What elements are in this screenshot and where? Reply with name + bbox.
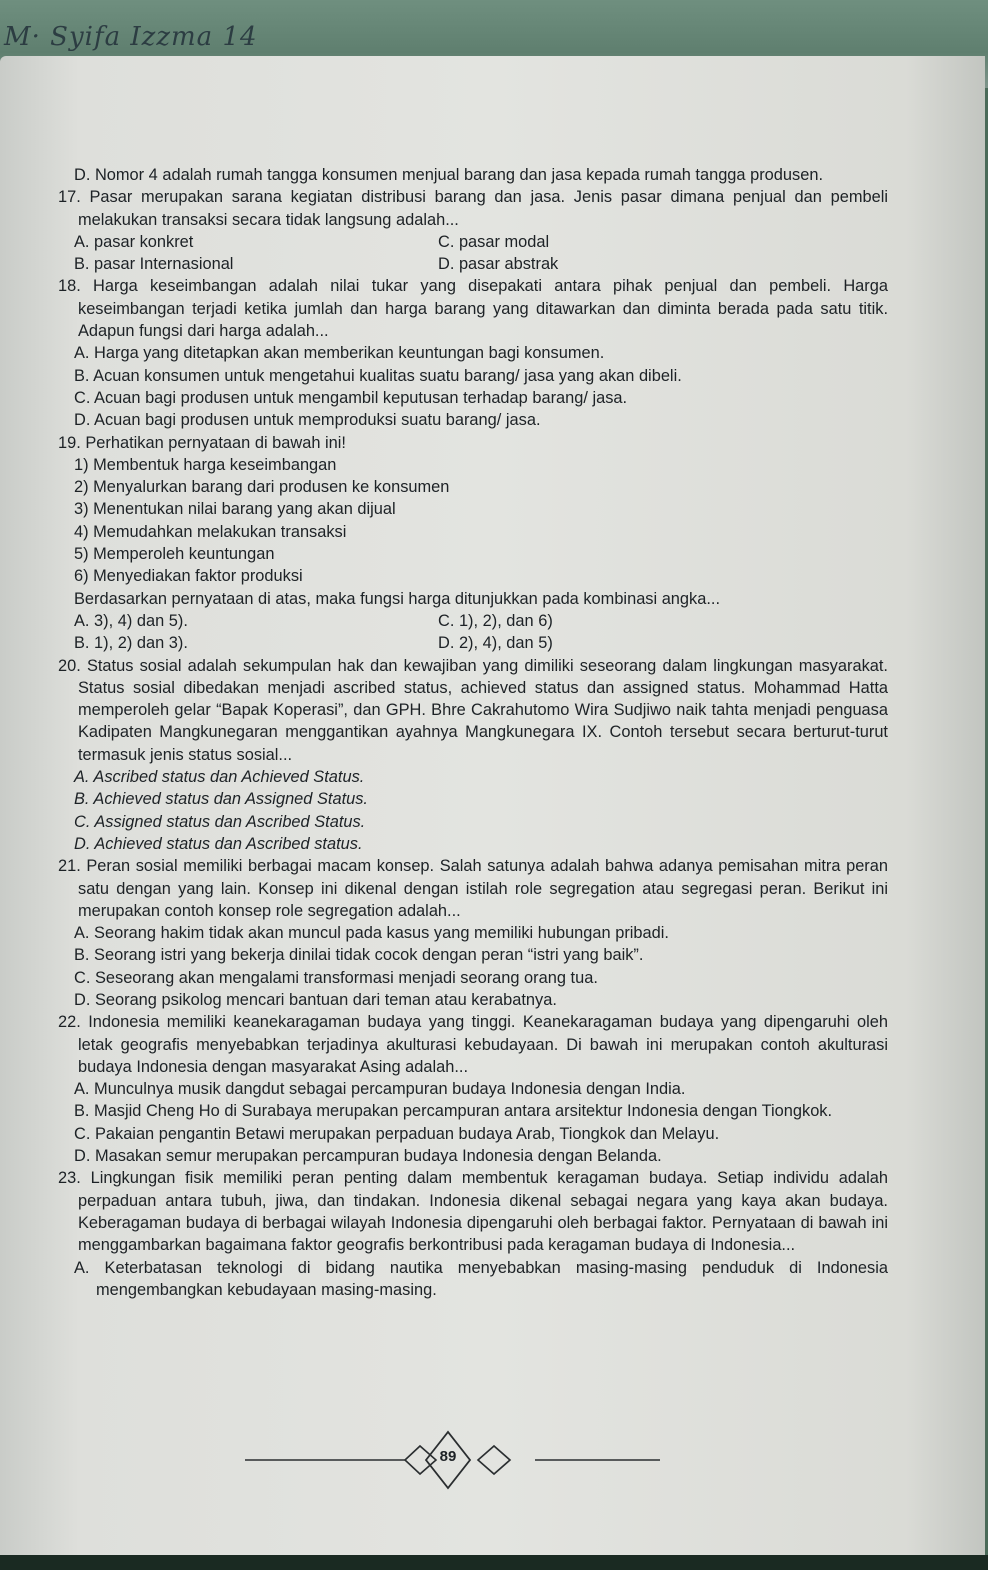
q17-option-a: A. pasar konkret — [74, 232, 194, 251]
q16-option-d: D. Nomor 4 adalah rumah tangga konsumen menjual barang dan jasa kepada rumah tangga produsen. — [74, 166, 823, 184]
q19-option-a: A. 3), 4) dan 5). — [74, 611, 188, 630]
q22-option-b: B. Masjid Cheng Ho di Surabaya merupakan percampuran antara arsitektur Indonesia dengan Tiongkok. — [74, 1102, 833, 1121]
question-20: 20. Status sosial adalah sekumpulan hak dan kewajiban yang dimiliki seseorang dalam lingkungan masyarakat. Status sosial dibedakan menjadi ascribed status, achieved status dan assigned status. Mohammad Hatta memperoleh gelar “Bapak Koperasi”, dan GPH. Bhre Cakrahutomo Wira Sudjiwo naik tahta menjadi penguasa Kadipaten Mangkunegaran menggantikan ayahnya Mangkunegara IX. Contoh tersebut secara berturut-turut termasuk jenis status sosial... — [58, 656, 888, 764]
q19-options-row2 — [58, 632, 888, 654]
q19-option-b: B. 1), 2) dan 3). — [74, 634, 188, 653]
footer-diamond-right — [478, 1446, 510, 1474]
q19-question: Berdasarkan pernyataan di atas, maka fungsi harga ditunjukkan pada kombinasi angka... — [74, 589, 721, 608]
q20-option-a: A. Ascribed status dan Achieved Status. — [74, 768, 365, 787]
question-17: 17. Pasar merupakan sarana kegiatan distribusi barang dan jasa. Jenis pasar dimana penjual dan pembeli melakukan transaksi secara tidak langsung adalah... — [58, 188, 888, 229]
q22-option-c: C. Pakaian pengantin Betawi merupakan perpaduan budaya Arab, Tiongkok dan Melayu. — [74, 1124, 720, 1143]
question-18: 18. Harga keseimbangan adalah nilai tukar yang disepakati antara pihak penjual dan pembeli. Harga keseimbangan terjadi ketika jumlah dan harga barang yang ditawarkan dan diminta berada pada satu titik. Adapun fungsi dari harga adalah... — [58, 277, 888, 341]
q17-option-d: D. pasar abstrak — [438, 255, 559, 274]
question-23: 23. Lingkungan fisik memiliki peran penting dalam membentuk keragaman budaya. Setiap individu adalah perpaduan antara tubuh, jiwa, dan tindakan. Indonesia dikenal sebagai negara yang kaya akan budaya. Keberagaman budaya di berbagai wilayah Indonesia dipengaruhi oleh berbagai faktor. Pernyataan di bawah ini menggambarkan bagaimana faktor geografis berkontribusi pada keragaman budaya di Indonesia... — [58, 1169, 888, 1255]
q22-option-d: D. Masakan semur merupakan percampuran budaya Indonesia dengan Belanda. — [74, 1147, 662, 1166]
q19-item-2: 2) Menyalurkan barang dari produsen ke konsumen — [74, 478, 450, 497]
page-content — [58, 164, 888, 1301]
q20-option-c: C. Assigned status dan Ascribed Status. — [74, 812, 366, 831]
q19-options-row1 — [58, 610, 888, 632]
handwritten-name: M· Syifa Izzma 14 — [4, 22, 258, 52]
q18-option-d: D. Acuan bagi produsen untuk memproduksi suatu barang/ jasa. — [74, 411, 541, 430]
q20-option-b: B. Achieved status dan Assigned Status. — [74, 790, 368, 809]
footer-diamond-left — [405, 1446, 436, 1474]
q22-option-a: A. Munculnya musik dangdut sebagai percampuran budaya Indonesia dengan India. — [74, 1080, 686, 1099]
q17-options-row2 — [58, 253, 888, 275]
question-22: 22. Indonesia memiliki keanekaragaman budaya yang tinggi. Keanekaragaman budaya yang dipengaruhi oleh letak geografis menyebabkan terjadinya akulturasi kebudayaan. Di bawah ini merupakan contoh akulturasi budaya Indonesia dengan masyarakat Asing adalah... — [58, 1013, 888, 1076]
q23-option-a: A. Keterbatasan teknologi di bidang nautika menyebabkan masing-masing penduduk di Indonesia mengembangkan kebudayaan masing-masing. — [74, 1258, 888, 1299]
question-19: 19. Perhatikan pernyataan di bawah ini! — [58, 433, 346, 452]
q17-options-row1 — [58, 231, 888, 253]
q18-option-b: B. Acuan konsumen untuk mengetahui kualitas suatu barang/ jasa yang akan dibeli. — [74, 366, 682, 385]
q17-option-b: B. pasar Internasional — [74, 255, 234, 274]
q18-option-a: A. Harga yang ditetapkan akan memberikan keuntungan bagi konsumen. — [74, 344, 605, 363]
q21-option-b: B. Seorang istri yang bekerja dinilai tidak cocok dengan peran “istri yang baik”. — [74, 946, 644, 965]
q17-option-c: C. pasar modal — [438, 232, 550, 251]
q21-option-d: D. Seorang psikolog mencari bantuan dari teman atau kerabatnya. — [74, 990, 557, 1009]
q21-option-c: C. Seseorang akan mengalami transformasi menjadi seorang orang tua. — [74, 968, 598, 987]
q18-option-c: C. Acuan bagi produsen untuk mengambil keputusan terhadap barang/ jasa. — [74, 388, 628, 407]
q19-item-3: 3) Menentukan nilai barang yang akan dijual — [74, 500, 396, 519]
background-bottom-strip — [0, 1555, 988, 1570]
q19-item-1: 1) Membentuk harga keseimbangan — [74, 455, 337, 474]
q19-item-4: 4) Memudahkan melakukan transaksi — [74, 522, 347, 541]
page-footer-ornament — [0, 1428, 988, 1508]
q19-option-d: D. 2), 4), dan 5) — [438, 634, 553, 653]
q19-item-6: 6) Menyediakan faktor produksi — [74, 567, 303, 586]
q19-item-5: 5) Memperoleh keuntungan — [74, 545, 275, 564]
q19-option-c: C. 1), 2), dan 6) — [438, 611, 553, 630]
q20-option-d: D. Achieved status dan Ascribed status. — [74, 834, 363, 853]
page-number: 89 — [439, 1448, 457, 1465]
q21-option-a: A. Seorang hakim tidak akan muncul pada kasus yang memiliki hubungan pribadi. — [74, 924, 669, 943]
question-21: 21. Peran sosial memiliki berbagai macam konsep. Salah satunya adalah bahwa adanya pemisahan mitra peran satu dengan yang lain. Konsep ini dikenal dengan istilah role segregation atau segregasi peran. Berikut ini merupakan contoh konsep role segregation adalah... — [58, 857, 888, 920]
